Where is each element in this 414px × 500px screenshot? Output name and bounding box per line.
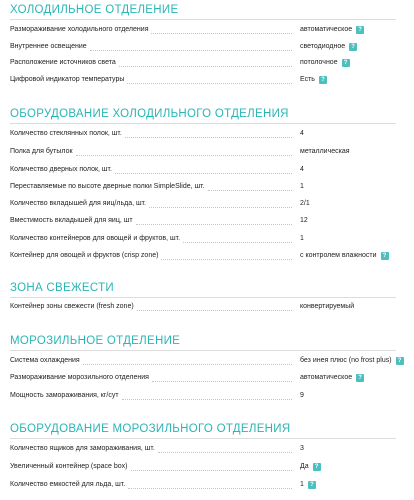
spec-label: Количество контейнеров для овощей и фруктов, шт. <box>10 235 181 242</box>
section-divider <box>10 123 396 124</box>
help-icon[interactable]: ? <box>381 252 389 260</box>
spec-value: автоматическое <box>300 374 353 381</box>
spec-row <box>10 442 396 456</box>
spec-value: 12 <box>300 217 308 224</box>
section-title: ХОЛОДИЛЬНОЕ ОТДЕЛЕНИЕ <box>10 4 179 16</box>
help-icon[interactable]: ? <box>396 357 404 365</box>
dot-leader <box>158 452 292 453</box>
spec-value: без инея плюс (no frost plus) <box>300 357 392 364</box>
spec-row <box>10 232 396 246</box>
spec-label: Количество емкостей для льда, шт. <box>10 481 126 488</box>
spec-label: Контейнер для овощей и фруктов (crisp zone) <box>10 252 159 259</box>
spec-label: Система охлаждения <box>10 357 80 364</box>
dot-leader <box>83 364 292 365</box>
spec-row <box>10 389 396 403</box>
spec-value: потолочное <box>300 59 338 66</box>
spec-row <box>10 300 396 314</box>
section-divider <box>10 297 396 298</box>
dot-leader <box>119 66 292 67</box>
spec-label: Расположение источников света <box>10 59 116 66</box>
spec-label: Количество дверных полок, шт. <box>10 166 112 173</box>
spec-label: Мощность замораживания, кг/сут <box>10 392 119 399</box>
spec-row <box>10 180 396 194</box>
spec-row <box>10 460 396 474</box>
help-icon[interactable]: ? <box>356 374 364 382</box>
spec-label: Вместимость вкладышей для яиц, шт <box>10 217 133 224</box>
spec-value: Да <box>300 463 309 470</box>
dot-leader <box>152 381 292 382</box>
section-divider <box>10 19 396 20</box>
spec-value: 2/1 <box>300 200 310 207</box>
section-divider <box>10 438 396 439</box>
spec-row <box>10 214 396 228</box>
spec-value: 1 <box>300 183 304 190</box>
help-icon[interactable]: ? <box>349 43 357 51</box>
spec-value: 3 <box>300 445 304 452</box>
help-icon[interactable]: ? <box>356 26 364 34</box>
dot-leader <box>137 310 292 311</box>
dot-leader <box>128 488 292 489</box>
dot-leader <box>149 207 292 208</box>
spec-value: 1 <box>300 235 304 242</box>
spec-label: Внутреннее освещение <box>10 43 87 50</box>
spec-value: 1 <box>300 481 304 488</box>
spec-label: Контейнер зоны свежести (fresh zone) <box>10 303 134 310</box>
spec-value: металлическая <box>300 148 350 155</box>
dot-leader <box>183 242 292 243</box>
spec-label: Количество ящиков для замораживания, шт. <box>10 445 155 452</box>
dot-leader <box>122 399 292 400</box>
spec-label: Цифровой индикатор температуры <box>10 76 125 83</box>
spec-value: 9 <box>300 392 304 399</box>
help-icon[interactable]: ? <box>313 463 321 471</box>
dot-leader <box>115 173 292 174</box>
dot-leader <box>131 470 292 471</box>
spec-row <box>10 73 396 87</box>
dot-leader <box>161 259 292 260</box>
spec-row <box>10 163 396 177</box>
spec-row <box>10 145 396 159</box>
dot-leader <box>76 155 292 156</box>
spec-value: с контролем влажности <box>300 252 377 259</box>
dot-leader <box>208 190 292 191</box>
dot-leader <box>136 224 292 225</box>
section-title: ОБОРУДОВАНИЕ ХОЛОДИЛЬНОГО ОТДЕЛЕНИЯ <box>10 108 289 120</box>
spec-value: автоматическое <box>300 26 353 33</box>
help-icon[interactable]: ? <box>308 481 316 489</box>
spec-label: Переставляемые по высоте дверные полки SimpleSlide, шт. <box>10 183 205 190</box>
spec-row <box>10 23 396 37</box>
dot-leader <box>127 83 292 84</box>
section-title: ОБОРУДОВАНИЕ МОРОЗИЛЬНОГО ОТДЕЛЕНИЯ <box>10 423 291 435</box>
spec-value: Есть <box>300 76 315 83</box>
dot-leader <box>125 137 292 138</box>
spec-label: Полка для бутылок <box>10 148 73 155</box>
spec-value: конвертируемый <box>300 303 355 310</box>
spec-row <box>10 40 396 54</box>
dot-leader <box>151 33 292 34</box>
spec-row <box>10 371 396 385</box>
spec-label: Увеличенный контейнер (space box) <box>10 463 128 470</box>
spec-label: Количество стеклянных полок, шт. <box>10 130 122 137</box>
spec-value: 4 <box>300 166 304 173</box>
section-divider <box>10 350 396 351</box>
spec-row <box>10 249 396 263</box>
spec-label: Размораживание морозильного отделения <box>10 374 149 381</box>
dot-leader <box>90 50 292 51</box>
section-title: ЗОНА СВЕЖЕСТИ <box>10 282 114 294</box>
spec-row <box>10 478 396 492</box>
section-title: МОРОЗИЛЬНОЕ ОТДЕЛЕНИЕ <box>10 335 181 347</box>
spec-row <box>10 56 396 70</box>
spec-value: 4 <box>300 130 304 137</box>
spec-row <box>10 354 402 368</box>
spec-row <box>10 197 396 211</box>
help-icon[interactable]: ? <box>319 76 327 84</box>
help-icon[interactable]: ? <box>342 59 350 67</box>
spec-label: Размораживание холодильного отделения <box>10 26 149 33</box>
spec-row <box>10 127 396 141</box>
spec-label: Количество вкладышей для яиц/льда, шт. <box>10 200 147 207</box>
spec-value: светодиодное <box>300 43 346 50</box>
